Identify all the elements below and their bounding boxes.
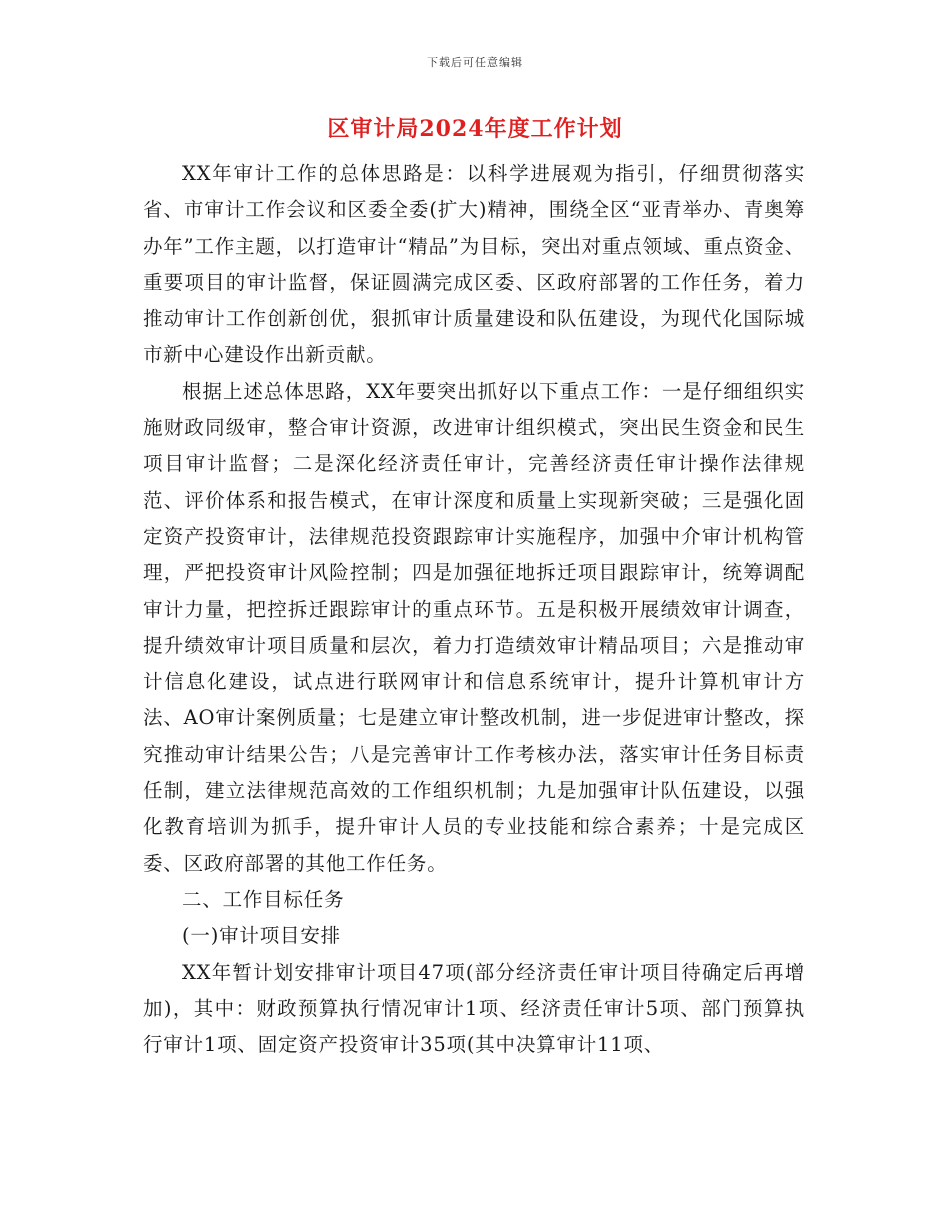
paragraph-project-plan: XX年暂计划安排审计项目47项(部分经济责任审计项目待确定后再增加)，其中：财政预算执行情况审计1项、经济责任审计5项、部门预算执行审计1项、固定资产投资审计35项(其中决算审计11项、 [143,960,805,1057]
section-heading-goals: 二、工作目标任务 [182,887,345,911]
header-note: 下载后可任意编辑 [427,56,523,69]
paragraph-overall-approach: XX年审计工作的总体思路是：以科学进展观为指引，仔细贯彻落实省、市审计工作会议和区委全委(扩大)精神，围绕全区“亚青举办、青奥筹办年”工作主题，以打造审计“精品”为目标，突出对重点领域、重点资金、重要项目的审计监督，保证圆满完成区委、区政府部署的工作任务，着力推动审计工作创新创优，狠抓审计质量建设和队伍建设，为现代化国际城市新中心建设作出新贡献。 [143,162,805,367]
document-title: 区审计局2024年度工作计划 [327,116,623,142]
subsection-heading-projects: (一)审计项目安排 [182,924,341,948]
document-body [143,156,805,1063]
paragraph-key-tasks: 根据上述总体思路，XX年要突出抓好以下重点工作：一是仔细组织实施财政同级审，整合审计资源，改进审计组织模式，突出民生资金和民生项目审计监督；二是深化经济责任审计，完善经济责任审计操作法律规范、评价体系和报告模式，在审计深度和质量上实现新突破；三是强化固定资产投资审计，法律规范投资跟踪审计实施程序，加强中介审计机构管理，严把投资审计风险控制；四是加强征地拆迁项目跟踪审计，统筹调配审计力量，把控拆迁跟踪审计的重点环节。五是积极开展绩效审计调查，提升绩效审计项目质量和层次，着力打造绩效审计精品项目；六是推动审计信息化建设，试点进行联网审计和信息系统审计，提升计算机审计方法、AO审计案例质量；七是建立审计整改机制，进一步促进审计整改，探究推动审计结果公告；八是完善审计工作考核办法，落实审计任务目标责任制，建立法律规范高效的工作组织机制；九是加强审计队伍建设，以强化教育培训为抓手，提升审计人员的专业技能和综合素养；十是完成区委、区政府部署的其他工作任务。 [143,379,805,875]
